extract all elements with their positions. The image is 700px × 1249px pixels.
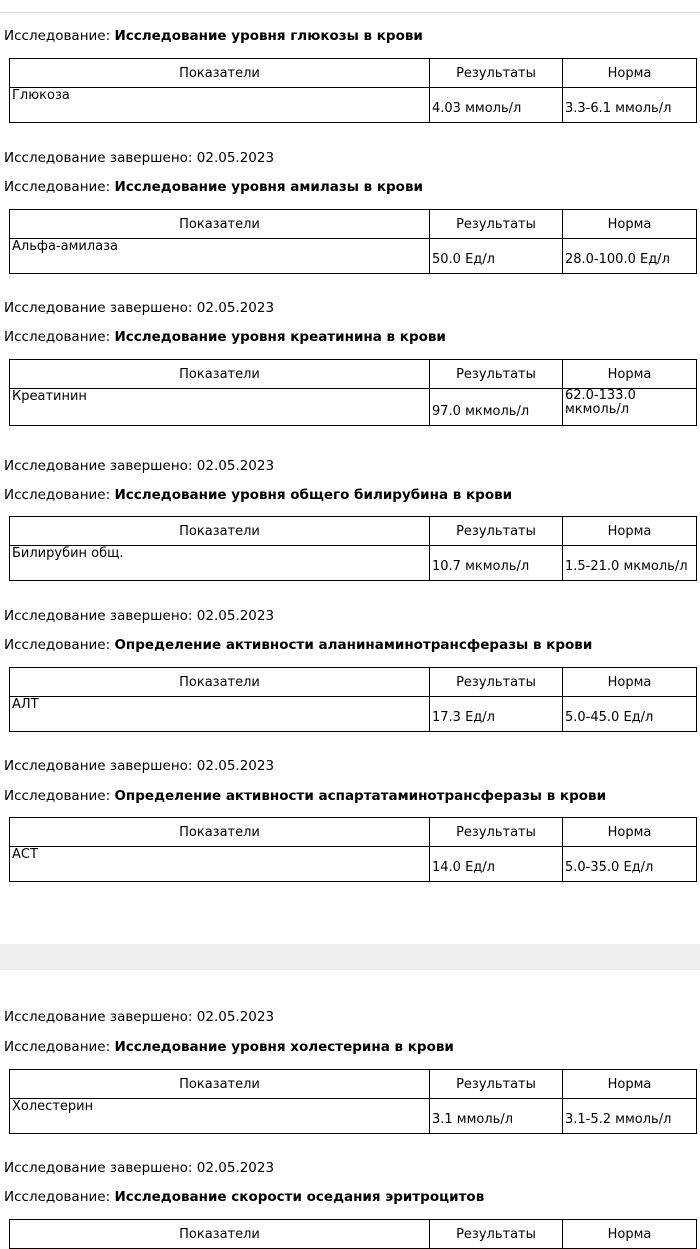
- results-table-creatinine: Показатели Результаты Норма Креатинин 97.0 мкмоль/л 62.0-133.0 мкмоль/л: [9, 359, 697, 426]
- completed-date: Исследование завершено: 02.05.2023: [4, 150, 275, 166]
- norm-value: 28.0-100.0 Ед/л: [563, 239, 697, 274]
- table-row: [10, 239, 697, 274]
- results-table-ast: Показатели Результаты Норма АСТ 14.0 Ед/л 5.0-35.0 Ед/л: [9, 817, 697, 882]
- completed-date: Исследование завершено: 02.05.2023: [4, 1009, 275, 1025]
- completed-date: Исследование завершено: 02.05.2023: [4, 458, 275, 474]
- result-value: 97.0 мкмоль/л: [430, 389, 563, 426]
- table-row: [10, 697, 697, 732]
- results-table-glucose: [9, 58, 697, 123]
- norm-value: 62.0-133.0 мкмоль/л: [563, 389, 697, 426]
- completed-date: Исследование завершено: 02.05.2023: [4, 1160, 275, 1176]
- norm-value: 3.1-5.2 ммоль/л: [563, 1099, 697, 1134]
- param-name: АСТ: [10, 847, 430, 882]
- table-row: [10, 546, 697, 581]
- col-result-header: Результаты: [430, 59, 563, 88]
- results-table-cholesterol: Показатели Результаты Норма Холестерин 3.1 ммоль/л 3.1-5.2 ммоль/л: [9, 1069, 697, 1134]
- results-table-amylase: Показатели Результаты Норма Альфа-амилаза 50.0 Ед/л 28.0-100.0 Ед/л: [9, 209, 697, 274]
- result-value: 17.3 Ед/л: [430, 697, 563, 732]
- param-name: Глюкоза: [10, 88, 430, 123]
- study-heading-creatinine: Исследование: Исследование уровня креатинина в крови: [4, 329, 446, 345]
- result-value: 50.0 Ед/л: [430, 239, 563, 274]
- norm-value: 5.0-45.0 Ед/л: [563, 697, 697, 732]
- result-value: 3.1 ммоль/л: [430, 1099, 563, 1134]
- table-row: [10, 88, 697, 123]
- results-table-esr: Показатели Результаты Норма: [9, 1219, 697, 1249]
- norm-value: 1.5-21.0 мкмоль/л: [563, 546, 697, 581]
- results-table-bilirubin: Показатели Результаты Норма Билирубин общ. 10.7 мкмоль/л 1.5-21.0 мкмоль/л: [9, 516, 697, 581]
- result-value: 4.03 ммоль/л: [430, 88, 563, 123]
- param-name: Холестерин: [10, 1099, 430, 1134]
- completed-date: Исследование завершено: 02.05.2023: [4, 758, 275, 774]
- study-heading-alt: Исследование: Определение активности аланинаминотрансферазы в крови: [4, 637, 593, 653]
- study-heading-cholesterol: Исследование: Исследование уровня холестерина в крови: [4, 1039, 454, 1055]
- table-row: [10, 389, 697, 426]
- param-name: Креатинин: [10, 389, 430, 426]
- page-break: [0, 944, 700, 970]
- result-value: 10.7 мкмоль/л: [430, 546, 563, 581]
- table-row: [10, 1099, 697, 1134]
- completed-date: Исследование завершено: 02.05.2023: [4, 608, 275, 624]
- norm-value: 5.0-35.0 Ед/л: [563, 847, 697, 882]
- study-heading-esr: Исследование: Исследование скорости оседания эритроцитов: [4, 1189, 485, 1205]
- col-norm-header: Норма: [563, 59, 697, 88]
- result-value: 14.0 Ед/л: [430, 847, 563, 882]
- norm-value: 3.3-6.1 ммоль/л: [563, 88, 697, 123]
- table-row: [10, 847, 697, 882]
- param-name: Билирубин общ.: [10, 546, 430, 581]
- study-heading-bilirubin: Исследование: Исследование уровня общего билирубина в крови: [4, 487, 513, 503]
- results-table-alt: Показатели Результаты Норма АЛТ 17.3 Ед/л 5.0-45.0 Ед/л: [9, 667, 697, 732]
- col-param-header: Показатели: [10, 59, 430, 88]
- study-heading-ast: Исследование: Определение активности аспартатаминотрансферазы в крови: [4, 788, 607, 804]
- study-heading-amylase: Исследование: Исследование уровня амилазы в крови: [4, 179, 423, 195]
- param-name: АЛТ: [10, 697, 430, 732]
- top-divider: [0, 12, 700, 13]
- completed-date: Исследование завершено: 02.05.2023: [4, 300, 275, 316]
- param-name: Альфа-амилаза: [10, 239, 430, 274]
- study-heading-glucose: Исследование: Исследование уровня глюкозы в крови: [4, 28, 423, 44]
